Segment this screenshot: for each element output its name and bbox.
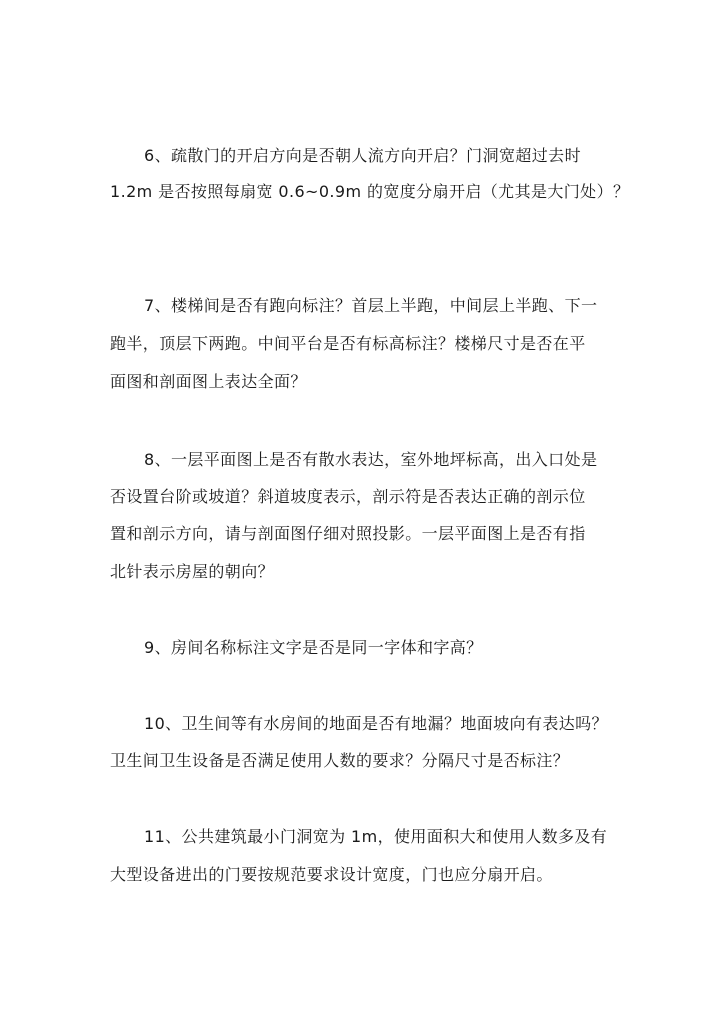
paragraph-10-line-1: 10、卫生间等有水房间的地面是否有地漏？地面坡向有表达吗？ (144, 714, 608, 733)
paragraph-8-line-3: 置和剖示方向，请与剖面图仔细对照投影。一层平面图上是否有指 (110, 524, 586, 543)
paragraph-6-line-1: 6、疏散门的开启方向是否朝人流方向开启？门洞宽超过去时 (144, 146, 581, 165)
paragraph-8-line-2: 否设置台阶或坡道？斜道坡度表示，剖示符是否表达正确的剖示位 (110, 487, 586, 506)
paragraph-6-line-2: 1.2m 是否按照每扇宽 0.6~0.9m 的宽度分扇开启（尤其是大门处）？ (110, 182, 630, 201)
paragraph-7-line-1: 7、楼梯间是否有跑向标注？首层上半跑，中间层上半跑、下一 (144, 296, 598, 315)
paragraph-11-line-2: 大型设备进出的门要按规范要求设计宽度，门也应分扇开启。 (110, 865, 553, 884)
paragraph-10-line-2: 卫生间卫生设备是否满足使用人数的要求？分隔尺寸是否标注？ (110, 751, 570, 770)
paragraph-8-line-1: 8、一层平面图上是否有散水表达，室外地坪标高，出入口处是 (144, 450, 598, 469)
paragraph-7-line-2: 跑半，顶层下两跑。中间平台是否有标高标注？楼梯尺寸是否在平 (110, 334, 586, 353)
paragraph-11-line-1: 11、公共建筑最小门洞宽为 1m，使用面积大和使用人数多及有 (144, 827, 608, 846)
paragraph-7-line-3: 面图和剖面图上表达全面？ (110, 372, 307, 391)
paragraph-9-line-1: 9、房间名称标注文字是否是同一字体和字高？ (144, 638, 483, 657)
paragraph-8-line-4: 北针表示房屋的朝向？ (110, 562, 275, 581)
